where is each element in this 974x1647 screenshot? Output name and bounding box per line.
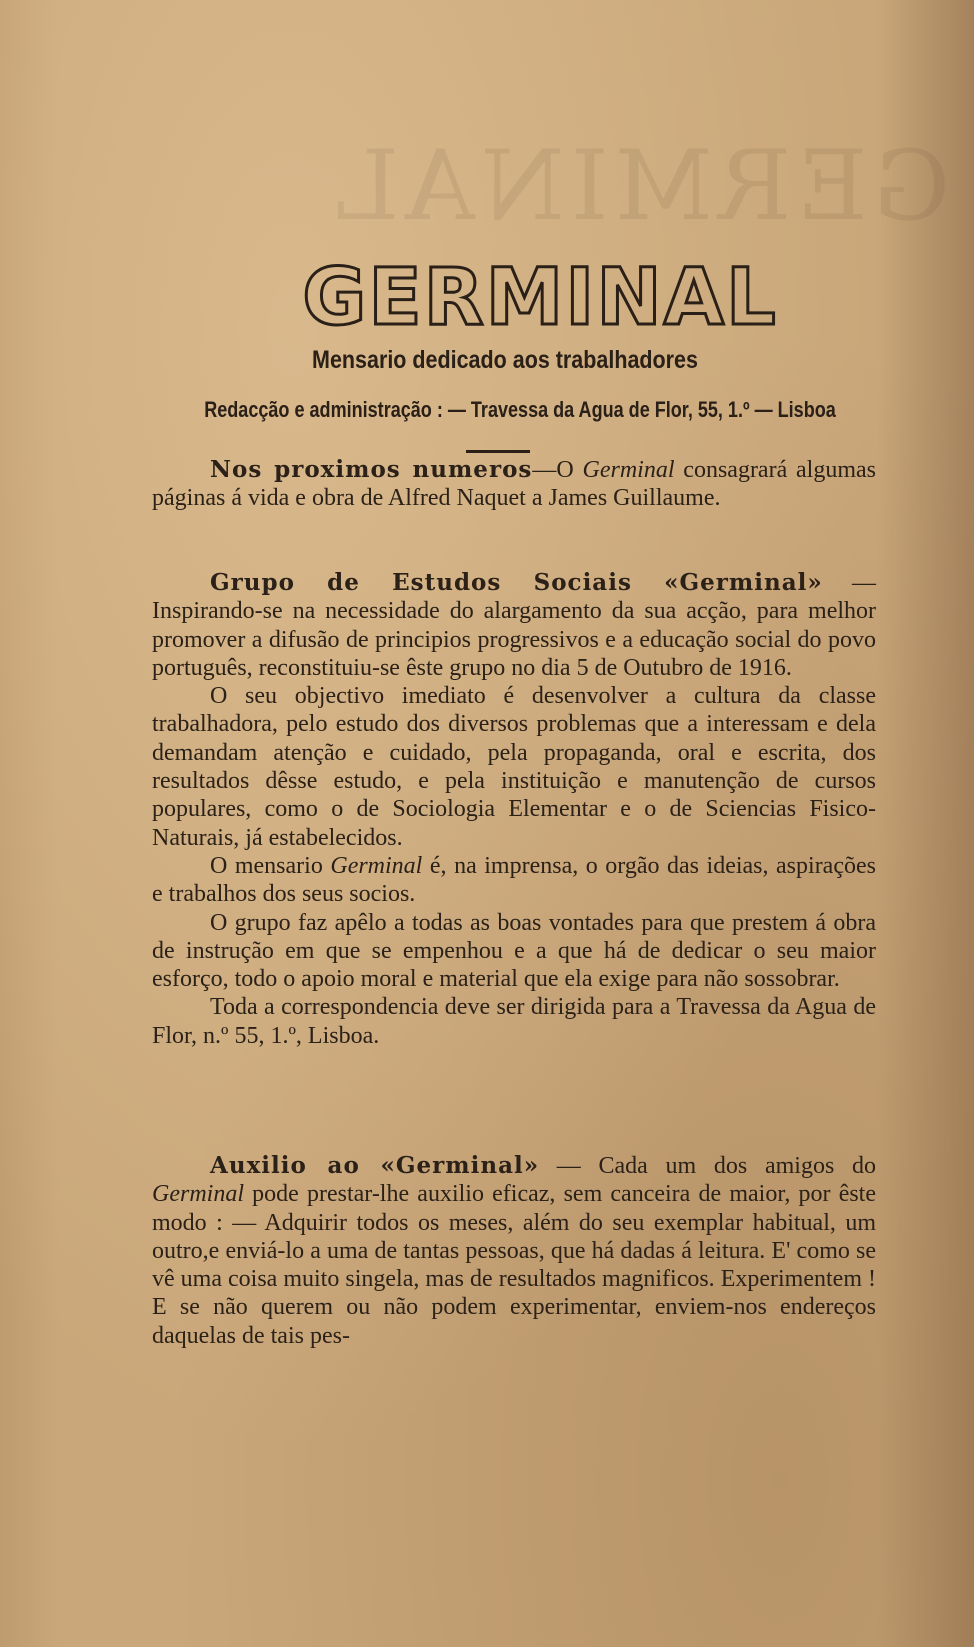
group-paragraph-4: O grupo faz apêlo a todas as boas vontades para que prestem á obra de instrução em que se empenhou e a que há de dedicar o seu maior esforço, todo o apoio moral e material que ela exige para não sossobrar. — [152, 909, 876, 993]
group-paragraph-3 — [152, 852, 876, 909]
study-group-section — [152, 569, 876, 1050]
aid-paragraph — [152, 1152, 876, 1350]
group-heading: Grupo de Estudos Sociais «Germinal» — [210, 569, 823, 596]
masthead-subtitle: Mensario dedicado aos trabalhadores — [312, 346, 698, 374]
aid-heading: Auxilio ao «Germinal» — [210, 1152, 540, 1179]
group-para3-before: O mensario — [210, 852, 331, 879]
aid-journal-name: Germinal — [152, 1181, 244, 1208]
group-para3-after: é, na imprensa, o orgão das ideias, aspirações e trabalhos dos seus socios. — [152, 852, 876, 908]
masthead-address: Redacção e administração : — Travessa da Agua de Flor, 55, 1.º — Lisboa — [204, 397, 836, 422]
masthead-title: GERMINAL — [302, 253, 778, 343]
next-issues-heading: Nos proximos numeros — [210, 456, 533, 483]
next-issues-text-after: consagrará algumas páginas á vida e obra de Alfred Naquet a James Guillaume. — [152, 457, 877, 512]
group-para3-journal: Germinal — [330, 852, 423, 879]
group-paragraph-2: O seu objectivo imediato é desenvolver a cultura da classe trabalhadora, pelo estudo dos diversos problemas que a interessam e dela demandam atenção e cuidado, pela propaganda, oral e escrita, dos resultados dêsse estudo, e pela instituição e manutenção de cursos populares, como o de Sociologia Elementar e o de Sciencias Fisico-Naturais, já estabelecidos. — [152, 683, 876, 851]
aid-section — [152, 1152, 876, 1350]
aid-text-after: pode prestar-lhe auxilio eficaz, sem canceira de maior, por êste modo : — Adquirir todos os meses, além do seu exemplar habitual, um outro,e enviá-lo a uma de tantas pessoas, que há dadas á leitura. E' como se vê uma coisa muito singela, mas de resultados magnificos. Experimentem ! E se não querem ou não podem experimentar, enviem-nos endereços daquelas de tais pes- — [152, 1181, 876, 1349]
next-issues-section — [152, 456, 876, 513]
next-issues-text-before: —O — [532, 457, 583, 483]
group-para1-text: — Inspirando-se na necessidade do alargamento da sua acção, para melhor promover a difusão de principios progressivos e a educação social do povo português, reconstituiu-se êste grupo no dia 5 de Outubro de 1916. — [152, 570, 876, 681]
show-through-text: GERMINAL — [329, 130, 950, 242]
aid-text-before: — Cada um dos amigos do — [539, 1153, 876, 1179]
next-issues-journal-name: Germinal — [582, 457, 675, 483]
group-paragraph-5: Toda a correspondencia deve ser dirigida para a Travessa da Agua de Flor, n.º 55, 1.º, Lisboa. — [152, 994, 876, 1049]
group-paragraph-1 — [152, 569, 876, 682]
section-rule — [466, 450, 530, 453]
next-issues-paragraph — [152, 456, 876, 513]
